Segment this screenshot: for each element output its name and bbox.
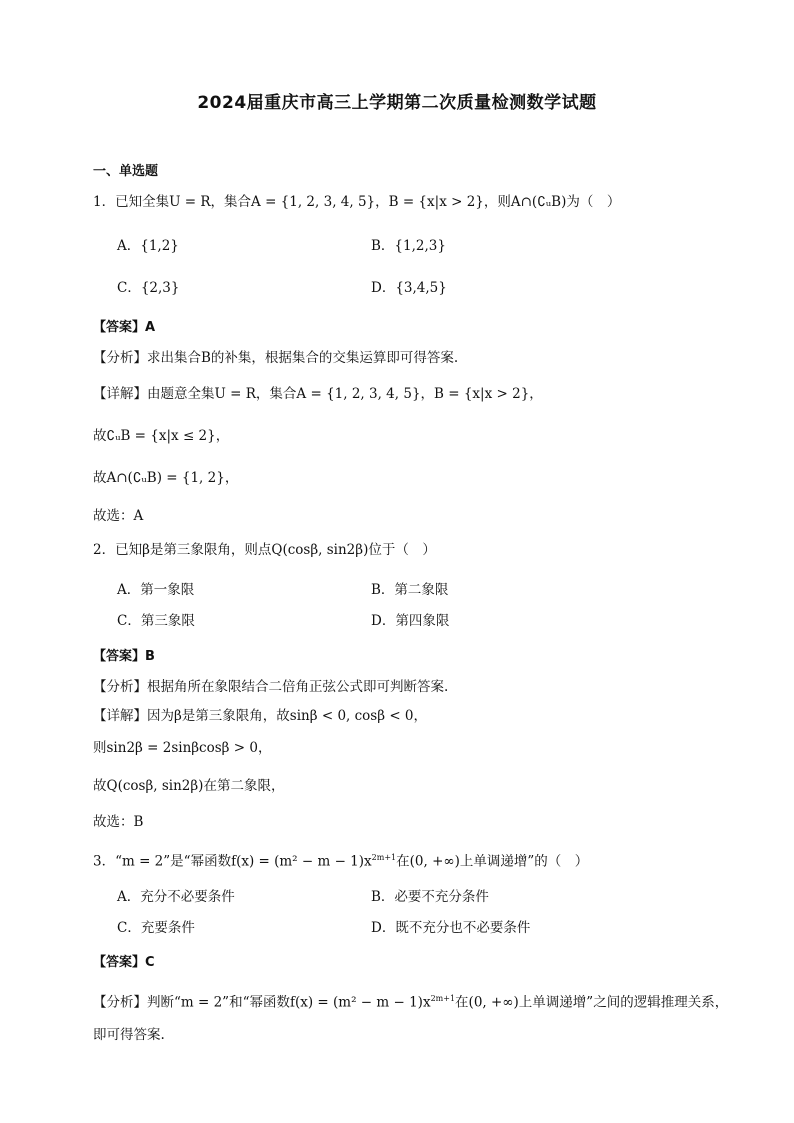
q1-answer: 【答案】A (93, 320, 156, 335)
q2-choice: 故选：B (93, 814, 144, 830)
q3-analysis-exponent: 2m+1 (430, 994, 456, 1003)
q3-option-b: B．必要不充分条件 (371, 889, 489, 905)
q2-step-2: 故Q(cosβ, sin2β)在第二象限， (93, 778, 285, 794)
q3-stem-part-1: 3．“m = 2”是“幂函数f(x) = (m² − m − 1)x (93, 853, 372, 870)
q3-analysis-part-2: 在(0, +∞)上单调递增”之间的逻辑推理关系， (455, 994, 729, 1011)
q1-option-b: B．{1,2,3} (371, 238, 446, 254)
q3-stem-part-2: 在(0, +∞)上单调递增”的（ ） (396, 853, 589, 870)
q2-answer: 【答案】B (93, 649, 155, 664)
q3-analysis-part-1: 【分析】判断“m = 2”和“幂函数f(x) = (m² − m − 1)x (93, 994, 431, 1011)
q1-stem: 1．已知全集U = R，集合A = {1, 2, 3, 4, 5}，B = {x|x > 2}，则A∩(∁ᵤB)为（ ） (93, 194, 621, 210)
q1-choice: 故选：A (93, 508, 144, 524)
q2-step-1: 则sin2β = 2sinβcosβ > 0， (93, 740, 272, 756)
q1-option-d: D．{3,4,5} (371, 280, 447, 296)
q2-option-c: C．第三象限 (117, 613, 195, 629)
q2-option-d: D．第四象限 (371, 613, 450, 629)
q1-step-1: 故∁ᵤB = {x|x ≤ 2}， (93, 428, 230, 444)
q3-stem (93, 848, 588, 872)
section-heading: 一、单选题 (93, 164, 159, 179)
q2-detail: 【详解】因为β是第三象限角，故sinβ < 0, cosβ < 0， (93, 708, 428, 724)
q1-analysis: 【分析】求出集合B的补集，根据集合的交集运算即可得答案. (93, 350, 459, 366)
q1-option-c: C．{2,3} (117, 280, 180, 296)
q1-detail: 【详解】由题意全集U = R，集合A = {1, 2, 3, 4, 5}，B = {x|x > 2}， (93, 386, 543, 402)
q3-option-c: C．充要条件 (117, 920, 195, 936)
q3-answer: 【答案】C (93, 955, 155, 970)
q3-analysis (93, 989, 728, 1013)
q1-option-a: A．{1,2} (117, 238, 179, 254)
q3-stem-exponent: 2m+1 (371, 853, 397, 862)
q2-option-a: A．第一象限 (117, 582, 195, 598)
q3-option-d: D．既不充分也不必要条件 (371, 920, 531, 936)
q3-analysis-continued: 即可得答案. (93, 1027, 165, 1043)
page-title: 2024届重庆市高三上学期第二次质量检测数学试题 (197, 93, 597, 113)
q1-step-2: 故A∩(∁ᵤB) = {1, 2}， (93, 470, 239, 486)
q2-option-b: B．第二象限 (371, 582, 449, 598)
q2-stem: 2．已知β是第三象限角，则点Q(cosβ, sin2β)位于（ ） (93, 542, 436, 558)
q3-option-a: A．充分不必要条件 (117, 889, 235, 905)
q2-analysis: 【分析】根据角所在象限结合二倍角正弦公式即可判断答案. (93, 679, 449, 695)
